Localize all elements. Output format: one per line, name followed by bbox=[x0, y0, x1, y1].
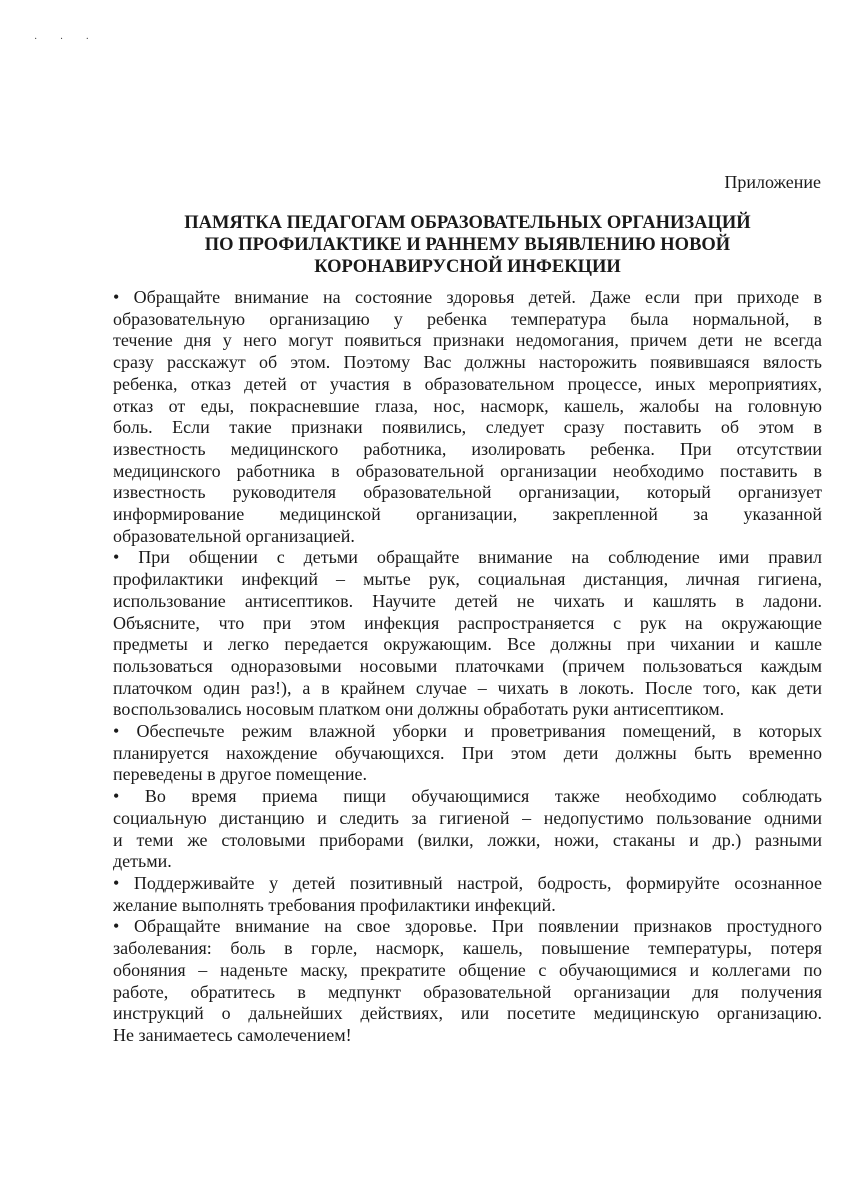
text-line: платочком один раз!), а в крайнем случае – чихать в локоть. После того, как дети bbox=[113, 677, 822, 698]
text-line: социальную дистанцию и следить за гигиеной – недопустимо пользование одними bbox=[113, 807, 822, 828]
text-line: течение дня у него могут появиться признаки недомогания, причем дети не всегда bbox=[113, 330, 822, 351]
text-line: инструкций о дальнейших действиях, или посетите медицинскую организацию. bbox=[113, 1003, 822, 1024]
text-line: обоняния – наденьте маску, прекратите общение с обучающимися и коллегами по bbox=[113, 959, 822, 980]
text-line: • Обращайте внимание на состояние здоровья детей. Даже если при приходе в bbox=[113, 287, 822, 307]
title-line: ПО ПРОФИЛАКТИКЕ И РАННЕМУ ВЫЯВЛЕНИЮ НОВОЙ bbox=[204, 235, 731, 255]
text-line: детьми. bbox=[113, 851, 172, 872]
scan-specks: · · · bbox=[34, 34, 99, 45]
text-line: воспользовались носовым платком они должны обработать руки антисептиком. bbox=[113, 699, 725, 720]
text-line: Не занимаетесь самолечением! bbox=[113, 1024, 352, 1045]
text-line: сразу расскажут об этом. Поэтому Вас должны насторожить появившаяся вялость bbox=[113, 352, 822, 373]
title-line: КОРОНАВИРУСНОЙ ИНФЕКЦИИ bbox=[314, 257, 621, 277]
text-line: предметы и легко передается окружающим. Все должны при чихании и кашле bbox=[113, 634, 822, 655]
text-line: боль. Если такие признаки появились, следует сразу поставить об этом в bbox=[113, 417, 822, 438]
text-line: планируется нахождение обучающихся. При этом дети должны быть временно bbox=[113, 742, 822, 763]
text-line: известность медицинского работника, изолировать ребенка. При отсутствии bbox=[113, 438, 822, 459]
text-line: Объясните, что при этом инфекция распространяется с рук на окружающие bbox=[113, 612, 822, 633]
text-line: и теми же столовыми приборами (вилки, ложки, ножи, стаканы и др.) разными bbox=[113, 829, 822, 850]
text-line: отказ от еды, покрасневшие глаза, нос, насморк, кашель, жалобы на головную bbox=[113, 395, 822, 416]
text-line: переведены в другое помещение. bbox=[113, 764, 367, 785]
text-line: информирование медицинской организации, закрепленной за указанной bbox=[113, 504, 822, 525]
bullet-paragraph bbox=[113, 287, 822, 547]
text-line: работе, обратитесь в медпункт образовательной организации для получения bbox=[113, 981, 822, 1002]
bullet-paragraph bbox=[113, 916, 822, 1046]
document-body bbox=[113, 287, 822, 1047]
appendix-label: Приложение bbox=[724, 172, 821, 192]
text-line: • Во время приема пищи обучающимися также необходимо соблюдать bbox=[113, 786, 822, 807]
text-line: • При общении с детьми обращайте внимание на соблюдение ими правил bbox=[113, 547, 822, 568]
text-line: • Обращайте внимание на свое здоровье. При появлении признаков простудного bbox=[113, 916, 822, 937]
text-line: известность руководителя образовательной организации, который организует bbox=[113, 482, 822, 503]
bullet-paragraph bbox=[113, 786, 822, 873]
text-line: образовательной организацией. bbox=[113, 525, 355, 546]
text-line: профилактики инфекций – мытье рук, социальная дистанция, личная гигиена, bbox=[113, 569, 822, 590]
text-line: желание выполнять требования профилактики инфекций. bbox=[113, 894, 556, 915]
document-title bbox=[100, 212, 835, 278]
bullet-paragraph bbox=[113, 721, 822, 786]
text-line: медицинского работника в образовательной организации необходимо поставить в bbox=[113, 460, 822, 481]
text-line: образовательную организацию у ребенка температура была нормальной, в bbox=[113, 308, 822, 329]
bullet-paragraph bbox=[113, 873, 822, 916]
text-line: ребенка, отказ детей от участия в образовательном процессе, иных мероприятиях, bbox=[113, 373, 822, 394]
text-line: заболевания: боль в горле, насморк, кашель, повышение температуры, потеря bbox=[113, 938, 822, 959]
bullet-paragraph bbox=[113, 547, 822, 721]
title-line: ПАМЯТКА ПЕДАГОГАМ ОБРАЗОВАТЕЛЬНЫХ ОРГАНИЗАЦИЙ bbox=[184, 213, 751, 233]
text-line: пользоваться одноразовыми носовыми платочками (причем пользоваться каждым bbox=[113, 655, 822, 676]
text-line: использование антисептиков. Научите детей не чихать и кашлять в ладони. bbox=[113, 590, 822, 611]
text-line: • Поддерживайте у детей позитивный настрой, бодрость, формируйте осознанное bbox=[113, 872, 822, 893]
text-line: • Обеспечьте режим влажной уборки и проветривания помещений, в которых bbox=[113, 721, 822, 742]
